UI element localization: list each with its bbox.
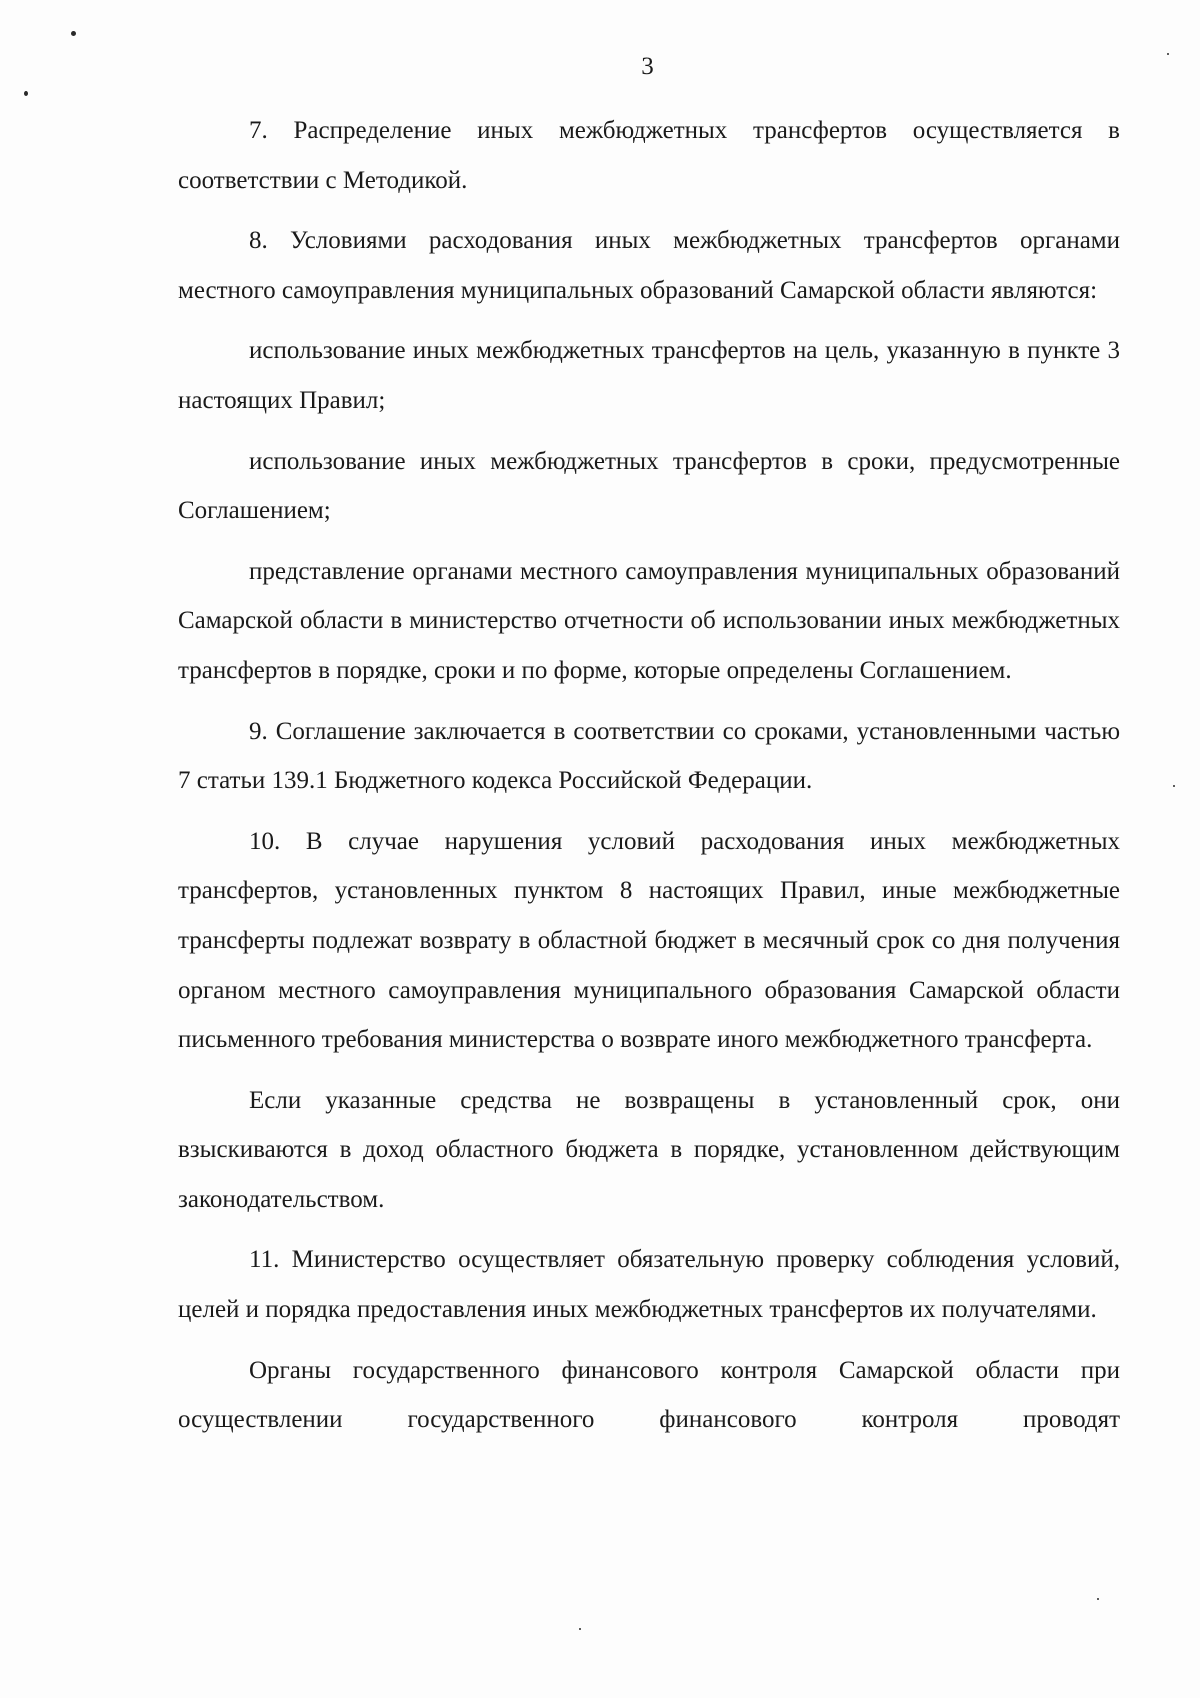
paragraph-11-continued: Органы государственного финансового контроля Самарской области при осуществлении государственного финансового контроля проводят — [178, 1356, 1120, 1434]
paragraph-8-condition-3: представление органами местного самоуправления муниципальных образований Самарской области в министерство отчетности об использовании иных межбюджетных трансфертов в порядке, сроки и по форме, которые определены Соглашением. — [178, 557, 1120, 684]
scan-speck — [1173, 785, 1175, 787]
paragraph-10: 10. В случае нарушения условий расходования иных межбюджетных трансфертов, установленных пунктом 8 настоящих Правил, иные межбюджетные трансферты подлежат возврату в областной бюджет в месячный срок со дня получения органом местного самоуправления муниципального образования Самарской области письменного требования министерства о возврате иного межбюджетного трансферта. — [178, 827, 1120, 1054]
paragraph-8: 8. Условиями расходования иных межбюджетных трансфертов органами местного самоуправления муниципальных образований Самарской области являются: — [178, 227, 1120, 304]
paragraph-9: 9. Соглашение заключается в соответствии со сроками, установленными частью 7 статьи 139.1 Бюджетного кодекса Российской Федерации. — [178, 717, 1120, 795]
paragraph-10-continued: Если указанные средства не возвращены в установленный срок, они взыскиваются в доход областного бюджета в порядке, установленном действующим законодательством. — [178, 1086, 1120, 1213]
scan-speck — [1097, 1598, 1099, 1600]
scan-speck — [71, 31, 76, 36]
paragraph-7: 7. Распределение иных межбюджетных трансфертов осуществляется в соответствии с Методикой. — [178, 117, 1120, 194]
page-number: 3 — [641, 53, 654, 80]
scan-speck — [1167, 53, 1169, 55]
document-body — [178, 106, 1120, 1445]
paragraph-8-condition-1: использование иных межбюджетных трансфертов на цель, указанную в пункте 3 настоящих Правил; — [178, 337, 1120, 414]
scan-speck — [579, 1628, 581, 1630]
paragraph-11: 11. Министерство осуществляет обязательную проверку соблюдения условий, целей и порядка предоставления иных межбюджетных трансфертов их получателями. — [178, 1246, 1120, 1324]
scan-speck — [24, 91, 28, 96]
paragraph-8-condition-2: использование иных межбюджетных трансфертов в сроки, предусмотренные Соглашением; — [178, 447, 1120, 525]
